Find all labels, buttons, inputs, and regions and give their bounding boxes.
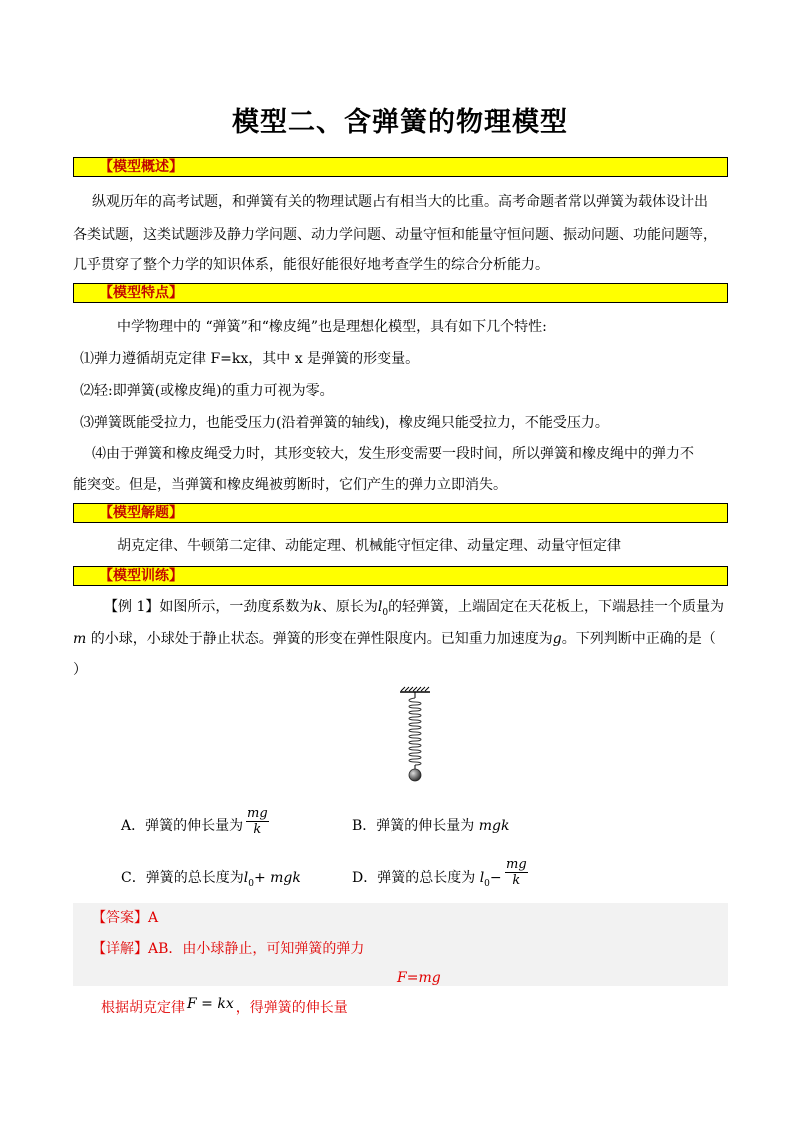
section-heading-solving: 【模型解题】 [99,505,183,521]
option-d-text: D．弹簧的总长度为 [352,870,480,886]
option-d-fraction [505,857,528,888]
ball [409,769,421,781]
var-g: g [552,631,562,647]
var-k: k [313,599,322,615]
var-l: l [243,870,249,886]
answer-formula: F=mg [397,970,441,986]
option-d[interactable] [352,870,502,892]
option-b-text: B．弹簧的伸长量为 [352,818,479,834]
option-c[interactable] [121,870,301,892]
option-b-value: mgk [478,818,510,834]
frac-num: mg [247,806,268,821]
solving-line: 胡克定律、牛顿第二定律、动能定理、机械能守恒定律、动量定理、动量守恒定律 [117,538,621,554]
example-text: 。下列判断中正确的是（ [561,631,716,647]
answer-label: 【答案】A [92,910,159,926]
frac-den: k [253,822,262,837]
features-line-2: ⑴弹力遵循胡克定律 F=kx，其中 x 是弹簧的形变量。 [80,351,420,367]
hooke-line [101,996,348,1016]
section-heading-overview: 【模型概述】 [99,159,183,175]
var-l0: l [377,599,383,615]
var-l0-sub: 0 [382,607,389,618]
answer-detail: 【详解】AB．由小球静止，可知弹簧的弹力 [92,941,365,957]
features-line-1: 中学物理中的 “弹簧”和“橡皮绳”也是理想化模型，具有如下几个特性: [117,319,547,335]
minus-sign: − [489,870,502,886]
example-text: 、原长为 [321,599,378,615]
overview-line-3: 几乎贯穿了整个力学的知识体系，能很好能很好地考查学生的综合分析能力。 [73,257,549,273]
section-bar-features [73,283,728,303]
section-bar-training [73,566,728,586]
frac-den: k [512,873,521,888]
section-heading-training: 【模型训练】 [99,568,183,584]
frac-num: mg [506,857,527,872]
var-m: m [73,631,87,647]
example-line-1 [104,599,724,621]
features-line-6: 能突变。但是，当弹簧和橡皮绳被剪断时，它们产生的弹力立即消失。 [73,477,507,493]
spring-coil [409,698,421,765]
overview-line-2: 各类试题，这类试题涉及静力学问题、动力学问题、动量守恒和能量守恒问题、振动问题、功能问题等， [73,227,717,243]
var-l-sub: 0 [484,878,490,889]
section-bar-overview [73,157,728,177]
var-l: l [479,870,485,886]
example-text: 的小球，小球处于静止状态。弹簧的形变在弹性限度内。已知重力加速度为 [86,631,553,647]
overview-line-1: 纵观历年的高考试题，和弹簧有关的物理试题占有相当大的比重。高考命题者常以弹簧为载体设计出 [92,194,708,210]
plus-sign: + [253,870,271,886]
ceiling-hatch [401,687,429,691]
section-bar-solving [73,503,728,523]
hooke-formula: F = kx [187,996,234,1012]
features-line-5: ⑷由于弹簧和橡皮绳受力时，其形变较大，发生形变需要一段时间，所以弹簧和橡皮绳中的弹力不 [92,446,694,462]
hooke-text: ，得弹簧的伸长量 [235,1000,348,1016]
hooke-text: 根据胡克定律 [101,1000,185,1016]
option-c-value: mgk [270,870,301,886]
option-c-text: C．弹簧的总长度为 [121,870,244,886]
option-a-fraction [246,806,269,837]
section-heading-features: 【模型特点】 [99,285,183,301]
option-a[interactable] [121,818,243,834]
features-line-4: ⑶弹簧既能受拉力，也能受压力(沿着弹簧的轴线)，橡皮绳只能受拉力，不能受压力。 [80,415,609,431]
spring-figure [395,686,435,786]
example-line-3: ） [73,662,87,678]
example-line-2 [73,631,716,647]
features-line-3: ⑵轻:即弹簧(或橡皮绳)的重力可视为零。 [80,383,334,399]
example-text: 的轻弹簧，上端固定在天花板上，下端悬挂一个质量为 [388,599,725,615]
option-a-text: A．弹簧的伸长量为 [121,818,244,834]
option-b[interactable] [352,818,509,834]
example-text: 【例 1】如图所示，一劲度系数为 [104,599,314,615]
var-l-sub: 0 [248,878,254,889]
page-title: 模型二、含弹簧的物理模型 [232,107,568,138]
